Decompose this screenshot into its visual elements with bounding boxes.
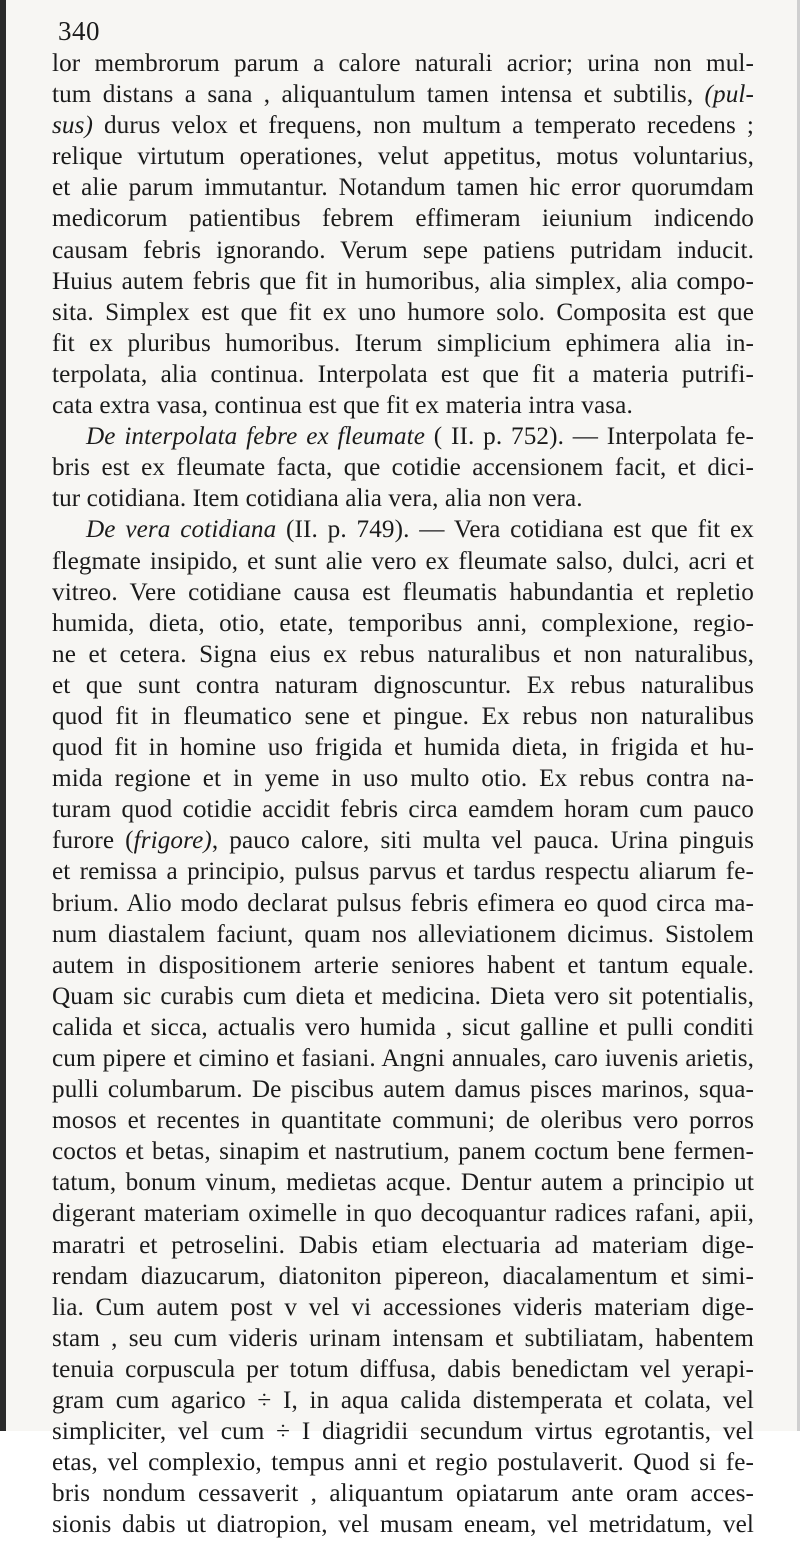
text-line xyxy=(52,110,754,141)
text-segment: et remissa a principio, pulsus parvus et tardus respectu aliarum fe- xyxy=(52,858,754,886)
text-line xyxy=(52,1136,754,1167)
text-segment: furore ( xyxy=(52,827,134,855)
text-line xyxy=(52,421,754,452)
text-line xyxy=(52,794,754,825)
text-segment: vitreo. Vere cotidiane causa est fleumatis habundantia et repletio xyxy=(52,578,754,606)
text-line xyxy=(52,1230,754,1261)
text-line xyxy=(52,1012,754,1043)
text-line xyxy=(52,732,754,763)
text-segment: calida et sicca, actualis vero humida , sicut galline et pulli conditi xyxy=(52,1013,754,1041)
text-line xyxy=(52,1354,754,1385)
text-segment: mida regione et in yeme in uso multo otio. Ex rebus contra na- xyxy=(52,765,754,793)
text-segment: tatum, bonum vinum, medietas acque. Dentur autem a principio ut xyxy=(52,1169,754,1197)
text-segment: cum pipere et cimino et fasiani. Angni annuales, caro iuvenis arietis, xyxy=(52,1045,754,1072)
text-segment: pulli columbarum. De piscibus autem damus pisces marinos, squa- xyxy=(52,1076,754,1104)
text-line xyxy=(52,1105,754,1136)
text-line xyxy=(52,235,754,266)
text-line xyxy=(52,825,754,856)
italic-text-segment: frigore) xyxy=(133,827,212,855)
text-segment: ne et cetera. Signa eius ex rebus naturalibus et non naturalibus, xyxy=(52,640,754,668)
text-line xyxy=(52,639,754,670)
text-segment: lia. Cum autem post v vel vi accessiones videris materiam dige- xyxy=(52,1293,754,1321)
text-line xyxy=(52,546,754,577)
text-segment: autem in dispositionem arterie seniores habent et tantum equale. xyxy=(52,951,754,979)
text-segment: causam febris ignorando. Verum sepe patiens putridam inducit. xyxy=(52,236,754,264)
text-segment: medicorum patientibus febrem effimeram ieiunium indicendo xyxy=(52,205,754,233)
text-segment: ( II. p. 752). — Interpolata fe- xyxy=(425,423,754,451)
text-line xyxy=(52,1478,754,1509)
text-line xyxy=(52,1447,754,1478)
text-segment: num diastalem faciunt, quam nos alleviationem dicimus. Sistolem xyxy=(52,920,754,948)
text-segment: terpolata, alia continua. Interpolata est que fit a materia putrifi- xyxy=(52,360,754,388)
text-segment: turam quod cotidie accidit febris circa eamdem horam cum pauco xyxy=(52,796,754,824)
text-line xyxy=(52,1261,754,1292)
text-line xyxy=(52,172,754,203)
text-segment: fit ex pluribus humoribus. Iterum simplicium ephimera alia in- xyxy=(52,329,754,357)
text-line xyxy=(52,390,754,421)
text-line xyxy=(52,1292,754,1323)
text-segment: et alie parum immutantur. Notandum tamen hic error quorumdam xyxy=(52,174,754,202)
text-line xyxy=(52,297,754,328)
text-line xyxy=(52,670,754,701)
text-line xyxy=(52,888,754,919)
text-segment: rendam diazucarum, diatoniton pipereon, diacalamentum et simi- xyxy=(52,1262,754,1290)
text-line xyxy=(52,950,754,981)
text-segment: Huius autem febris que fit in humoribus, alia simplex, alia compo- xyxy=(52,267,754,295)
text-line xyxy=(52,452,754,483)
text-segment: simpliciter, vel cum ÷ I diagridii secundum virtus egrotantis, vel xyxy=(52,1418,754,1446)
text-segment: et que sunt contra naturam dignoscuntur. Ex rebus naturalibus xyxy=(52,671,754,699)
italic-text-segment: (pul- xyxy=(704,81,754,109)
text-line xyxy=(52,1385,754,1416)
text-line xyxy=(52,1323,754,1354)
text-line xyxy=(52,856,754,887)
text-line xyxy=(52,919,754,950)
text-segment: cata extra vasa, continua est que fit ex materia intra vasa. xyxy=(52,392,633,420)
text-segment: quod fit in fleumatico sene et pingue. Ex rebus non naturalibus xyxy=(52,702,754,730)
text-segment: stam , seu cum videris urinam intensam et subtiliatam, habentem xyxy=(52,1324,754,1352)
text-line xyxy=(52,514,754,545)
text-segment: sionis dabis ut diatropion, vel musam eneam, vel metridatum, vel xyxy=(52,1511,754,1539)
text-line xyxy=(52,359,754,390)
text-segment: relique virtutum operationes, velut appetitus, motus voluntarius, xyxy=(52,143,754,171)
text-segment: quod fit in homine uso frigida et humida dieta, in frigida et hu- xyxy=(52,734,754,762)
italic-text-segment: De vera cotidiana xyxy=(86,516,277,544)
text-segment: maratri et petroselini. Dabis etiam electuaria ad materiam dige- xyxy=(52,1231,754,1259)
text-segment: mosos et recentes in quantitate communi; de oleribus vero porros xyxy=(52,1107,754,1135)
text-line xyxy=(52,1074,754,1105)
text-segment: lor membrorum parum a calore naturali acrior; urina non mul- xyxy=(52,50,754,77)
italic-text-segment: De interpolata febre ex fleumate xyxy=(86,423,426,451)
body-text xyxy=(52,48,754,1541)
text-line xyxy=(52,48,754,79)
text-line xyxy=(52,1509,754,1540)
text-segment: digerant materiam oximelle in quo decoquantur radices rafani, apii, xyxy=(52,1200,754,1228)
text-segment: , pauco calore, siti multa vel pauca. Urina pinguis xyxy=(211,827,754,855)
text-segment: sita. Simplex est que fit ex uno humore solo. Composita est que xyxy=(52,298,754,326)
text-segment: Quam sic curabis cum dieta et medicina. Dieta vero sit potentialis, xyxy=(52,982,754,1010)
text-line xyxy=(52,328,754,359)
text-line xyxy=(52,1167,754,1198)
page-number: 340 xyxy=(58,16,100,46)
text-segment: tenuia corpuscula per totum diffusa, dabis benedictam vel yerapi- xyxy=(52,1355,754,1383)
text-segment: (II. p. 749). — Vera cotidiana est que fit ex xyxy=(276,516,754,544)
text-line xyxy=(52,79,754,110)
text-segment: brium. Alio modo declarat pulsus febris efimera eo quod circa ma- xyxy=(52,889,754,917)
text-line xyxy=(52,1416,754,1447)
text-line xyxy=(52,577,754,608)
scan-shadow-edge xyxy=(0,0,6,1431)
text-segment: tum distans a sana , aliquantulum tamen intensa et subtilis, xyxy=(52,81,705,109)
text-line xyxy=(52,266,754,297)
text-segment: flegmate insipido, et sunt alie vero ex fleumate salso, dulci, acri et xyxy=(52,547,754,575)
text-line xyxy=(52,608,754,639)
text-segment: gram cum agarico ÷ I, in aqua calida distemperata et colata, vel xyxy=(52,1387,754,1415)
text-line xyxy=(52,701,754,732)
italic-text-segment: sus) xyxy=(52,112,93,140)
text-line xyxy=(52,483,754,514)
text-segment: humida, dieta, otio, etate, temporibus anni, complexione, regio- xyxy=(52,609,754,637)
text-line xyxy=(52,763,754,794)
text-segment: durus velox et frequens, non multum a temperato recedens ; xyxy=(93,112,754,140)
text-segment: tur cotidiana. Item cotidiana alia vera, alia non vera. xyxy=(52,485,583,513)
text-segment: bris nondum cessaverit , aliquantum opiatarum ante oram acces- xyxy=(52,1480,754,1508)
text-line xyxy=(52,981,754,1012)
text-segment: etas, vel complexio, tempus anni et regio postulaverit. Quod si fe- xyxy=(52,1449,754,1477)
text-line xyxy=(52,1198,754,1229)
text-line xyxy=(52,1043,754,1074)
text-line xyxy=(52,141,754,172)
text-segment: coctos et betas, sinapim et nastrutium, panem coctum bene fermen- xyxy=(52,1138,754,1166)
text-segment: bris est ex fleumate facta, que cotidie accensionem facit, et dici- xyxy=(52,454,754,482)
text-line xyxy=(52,203,754,234)
